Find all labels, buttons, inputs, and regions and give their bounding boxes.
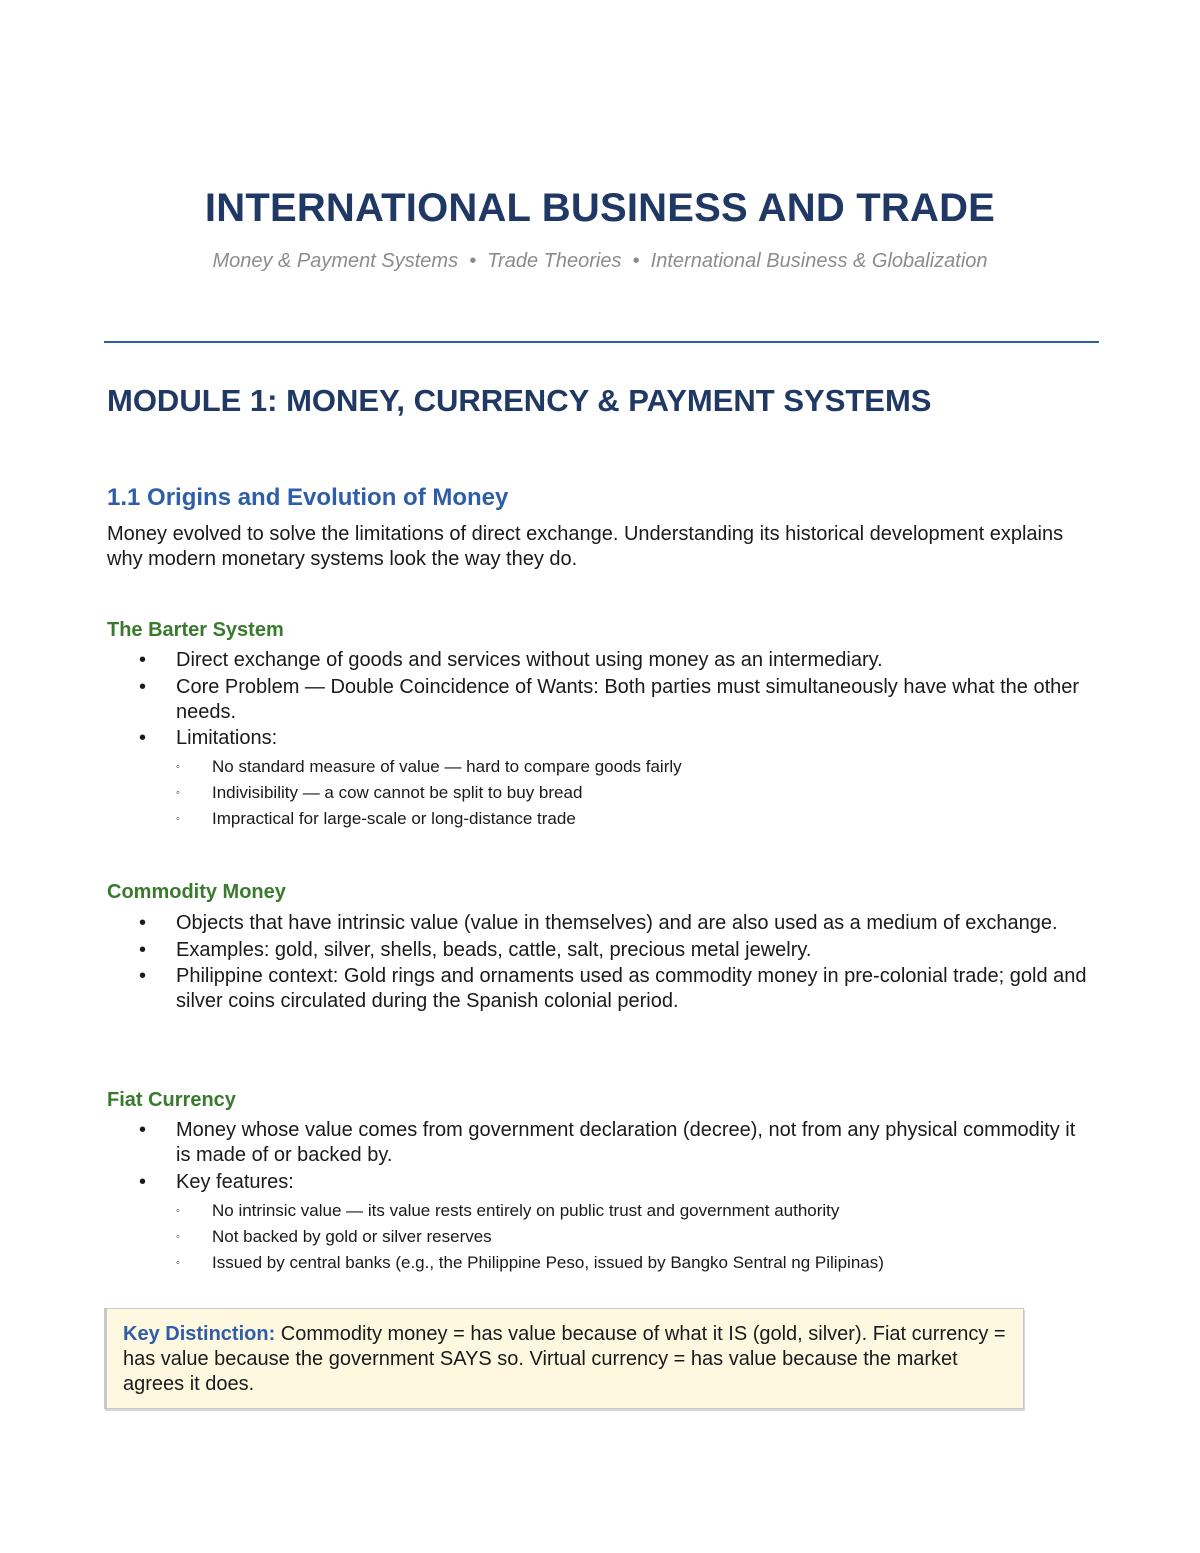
callout-label: Key Distinction: — [123, 1323, 276, 1345]
bullet-icon: • — [139, 965, 147, 987]
list-item — [107, 1170, 1087, 1276]
limitations-sublist — [176, 754, 1087, 832]
sub-list-item-text: Indivisibility — a cow cannot be split to buy bread — [212, 783, 583, 802]
circle-bullet-icon: ◦ — [176, 761, 180, 773]
module-heading: MODULE 1: MONEY, CURRENCY & PAYMENT SYSTEMS — [107, 383, 932, 418]
bullet-icon: • — [139, 649, 147, 671]
list-item-text: Limitations: — [176, 727, 278, 749]
document-subtitle: Money & Payment Systems • Trade Theories • International Business & Globalization — [212, 250, 988, 272]
sub-list-item-text: Impractical for large-scale or long-distance trade — [212, 809, 576, 828]
commodity-list — [107, 911, 1087, 1016]
sub-list-item-text: Issued by central banks (e.g., the Philippine Peso, issued by Bangko Sentral ng Pilipinas) — [212, 1252, 884, 1272]
sub-list-item — [176, 754, 1087, 780]
list-item — [107, 964, 1087, 1014]
list-item — [107, 648, 1087, 673]
sub-list-item — [176, 806, 1087, 832]
circle-bullet-icon: ◦ — [176, 1256, 180, 1269]
barter-heading: The Barter System — [107, 619, 284, 641]
bullet-icon: • — [139, 1119, 147, 1141]
bullet-icon: • — [139, 675, 147, 698]
list-item-text: Objects that have intrinsic value (value in themselves) and are also used as a medium of exchange. — [176, 912, 1058, 934]
list-item — [107, 938, 1087, 963]
bullet-icon: • — [139, 938, 147, 961]
document-title: INTERNATIONAL BUSINESS AND TRADE — [204, 186, 996, 230]
list-item-text: Philippine context: Gold rings and ornaments used as commodity money in pre-colonial trade; gold and silver coins circulated during the Spanish colonial period. — [176, 965, 1087, 1012]
section-heading: 1.1 Origins and Evolution of Money — [107, 484, 509, 511]
barter-list — [107, 648, 1087, 834]
callout-text: Commodity money = has value because of what it IS (gold, silver). Fiat currency = has value because the government SAYS so. Virtual currency = has value because the market agrees it does. — [123, 1323, 1006, 1395]
list-item — [107, 1118, 1087, 1168]
list-item — [107, 726, 1087, 832]
circle-bullet-icon: ◦ — [176, 813, 180, 825]
header-divider — [104, 341, 1099, 343]
bullet-icon: • — [139, 1170, 147, 1193]
fiat-heading: Fiat Currency — [107, 1089, 236, 1111]
list-item — [107, 911, 1087, 936]
section-intro: Money evolved to solve the limitations of direct exchange. Understanding its historical development explains why modern monetary systems look the way they do. — [107, 523, 1064, 570]
list-item — [107, 675, 1087, 725]
circle-bullet-icon: ◦ — [176, 1230, 180, 1243]
circle-bullet-icon: ◦ — [176, 787, 180, 799]
fiat-list — [107, 1118, 1087, 1278]
list-item-text: Examples: gold, silver, shells, beads, cattle, salt, precious metal jewelry. — [176, 938, 812, 961]
sub-list-item-text: Not backed by gold or silver reserves — [212, 1226, 492, 1246]
sub-list-item-text: No standard measure of value — hard to compare goods fairly — [212, 757, 682, 776]
commodity-heading: Commodity Money — [107, 881, 286, 903]
list-item-text: Money whose value comes from government declaration (decree), not from any physical commodity it is made of or backed by. — [176, 1119, 1076, 1166]
features-sublist — [176, 1198, 1087, 1276]
key-distinction-callout — [104, 1308, 1024, 1409]
list-item-text: Key features: — [176, 1170, 294, 1193]
sub-list-item — [176, 780, 1087, 806]
list-item-text: Direct exchange of goods and services without using money as an intermediary. — [176, 649, 883, 671]
list-item-text: Core Problem — Double Coincidence of Wants: Both parties must simultaneously have what the other needs. — [176, 675, 1080, 723]
sub-list-item — [176, 1198, 1087, 1224]
bullet-icon: • — [139, 912, 147, 934]
bullet-icon: • — [139, 727, 147, 749]
circle-bullet-icon: ◦ — [176, 1204, 180, 1217]
sub-list-item — [176, 1250, 1087, 1276]
sub-list-item — [176, 1224, 1087, 1250]
sub-list-item-text: No intrinsic value — its value rests entirely on public trust and government authority — [212, 1200, 840, 1220]
